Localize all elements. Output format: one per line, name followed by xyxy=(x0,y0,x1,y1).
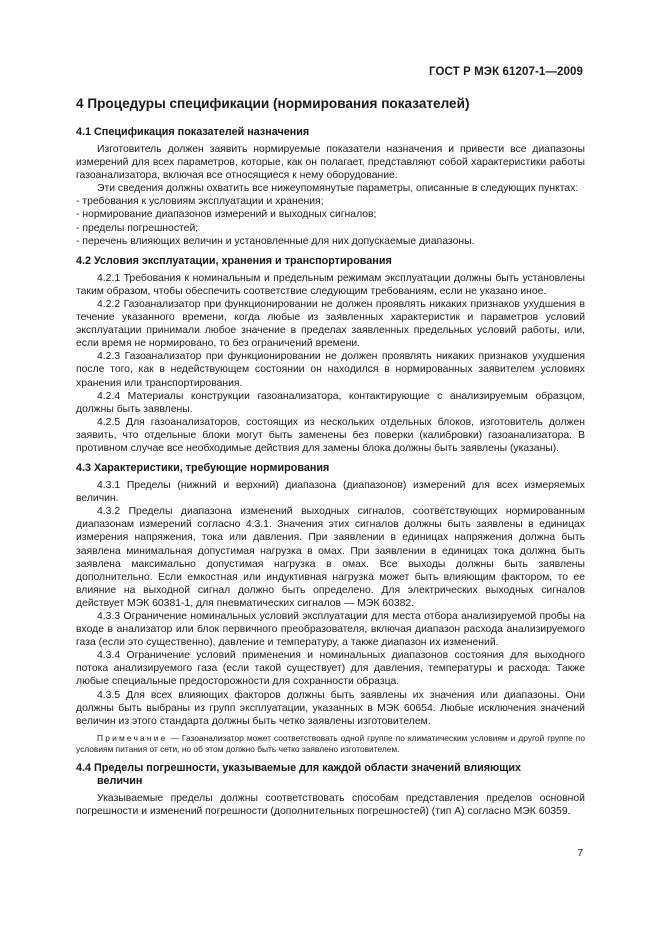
document-body xyxy=(76,96,585,818)
subsection-4-2 xyxy=(76,255,585,455)
list-item: - нормирование диапазонов измерений и выходных сигналов; xyxy=(76,209,377,221)
paragraph-4-3-1: 4.3.1 Пределы (нижний и верхний) диапазона (диапазонов) измерений для всех измеряемых величин. xyxy=(76,480,585,505)
subsection-4-4-title-line2: величин xyxy=(97,775,143,788)
subsection-4-2-title: 4.2 Условия эксплуатации, хранения и транспортирования xyxy=(76,254,392,267)
standard-designation: ГОСТ Р МЭК 61207-1—2009 xyxy=(429,66,583,78)
subsection-4-4 xyxy=(76,762,585,818)
paragraph-4-2-3: 4.2.3 Газоанализатор при функционировании не должен проявлять никаких признаков ухудшения после того, как в недействующем состоянии он находился в нормированных заявителем условиях хранения или транспортирования. xyxy=(76,351,585,389)
list-item: - перечень влияющих величин и установленные для них допускаемые диапазоны. xyxy=(76,235,475,247)
paragraph-4-2-1: 4.2.1 Требования к номинальным и предельным режимам эксплуатации должны быть установлены таким образом, чтобы обеспечить соответствие следующим требованиям, если не указано иное. xyxy=(76,272,585,297)
note xyxy=(76,733,585,755)
subsection-4-1 xyxy=(76,126,585,248)
paragraph-4-3-5: 4.3.5 Для всех влияющих факторов должны быть заявлены их значения или диапазоны. Они должны быть выбраны из групп эксплуатации, указанных в МЭК 60654. Любые исключения значений величин из этого стандарта должны быть четко заявлены изготовителем. xyxy=(76,689,585,727)
subsection-4-4-title-line1: 4.4 Пределы погрешности, указываемые для каждой области значений влияющих xyxy=(76,762,522,775)
subsection-4-3 xyxy=(76,462,585,755)
paragraph-4-3-2: 4.3.2 Пределы диапазона изменений выходных сигналов, соответствующих нормированным диапазонам измерений согласно 4.3.1. Значения этих сигналов должны быть заявлены в единицах измерения напряжения, тока или давления. При заявлении в единицах напряжения должна быть заявлена минимальная допустимая нагрузка в омах. При заявлении в единицах тока должна быть заявлена максимально допустимая нагрузка в омах. Все выходы должны быть заявлены дополнительно. Если емкостная или индуктивная нагрузка может быть влияющим фактором, то ее влияние на выходной сигнал должно быть определено. Для электрических выходных сигналов действует МЭК 60381-1, для пневматических сигналов — МЭК 60382. xyxy=(76,506,585,609)
paragraph-4-3-3: 4.3.3 Ограничение номинальных условий эксплуатации для места отбора анализируемой пробы на входе в анализатор или блок первичного преобразователя, включая диапазон расхода анализируемого газа (если это существенно), давление и температуру, а также диапазон их изменений. xyxy=(76,611,585,649)
paragraph-4-3-4: 4.3.4 Ограничение условий применения и номинальных диапазонов состояния для выходного потока анализируемого газа (если такой существует) для давления, температуры и расхода. Также любые специальные предосторожности для сохранности образца. xyxy=(76,650,585,688)
paragraph: Изготовитель должен заявить нормируемые показатели назначения и привести все диапазоны измерений для всех параметров, которые, как он полагает, представляют собой характеристики работы газоанализатора, включая все относящиеся к нему оборудование. xyxy=(76,144,585,182)
section-4-title: 4 Процедуры спецификации (нормирования показателей) xyxy=(76,96,470,111)
list-item: - требования к условиям эксплуатации и хранения; xyxy=(76,196,324,208)
paragraph-4-4: Указываемые пределы должны соответствовать способам представления пределов основной погрешности и изменений погрешности (дополнительных погрешностей) (тип А) согласно МЭК 60359. xyxy=(76,793,585,818)
paragraph-4-2-5: 4.2.5 Для газоанализаторов, состоящих из нескольких отдельных блоков, изготовитель должен заявить, что отдельные блоки могут быть заменены без поверки (калибровки) газоанализатора. В противном случае все необходимые действия для замены блока должны быть заявлены (указаны). xyxy=(76,416,585,454)
paragraph-4-2-2: 4.2.2 Газоанализатор при функционировании не должен проявлять никаких признаков ухудшения в течение указанного времени, когда любые из заявленных характеристик и параметров условий эксплуатации принимали любое значение в пределах заявленных предельных условий работы, или, если время не нормировано, то без ограничений времени. xyxy=(76,298,585,350)
note-text: — Газоанализатор может соответствовать одной группе по климатическим условиям и другой группе по условиям питания от сети, но об этом должно быть четко заявлено изготовителем. xyxy=(76,732,585,755)
paragraph: Эти сведения должны охватить все нижеупомянутые параметры, описанные в следующих пунктах: xyxy=(97,183,579,195)
subsection-4-3-title: 4.3 Характеристики, требующие нормирования xyxy=(76,462,330,475)
paragraph-4-2-4: 4.2.4 Материалы конструкции газоанализатора, контактирующие с анализируемым образцом, должны быть заявлены. xyxy=(76,390,585,415)
subsection-4-1-title: 4.1 Спецификация показателей назначения xyxy=(76,126,310,138)
list-item: - пределы погрешностей; xyxy=(76,222,199,234)
subsection-4-4-title xyxy=(76,762,585,788)
note-label: Примечание xyxy=(97,732,168,743)
page-number: 7 xyxy=(577,848,583,859)
requirements-list xyxy=(76,195,585,247)
